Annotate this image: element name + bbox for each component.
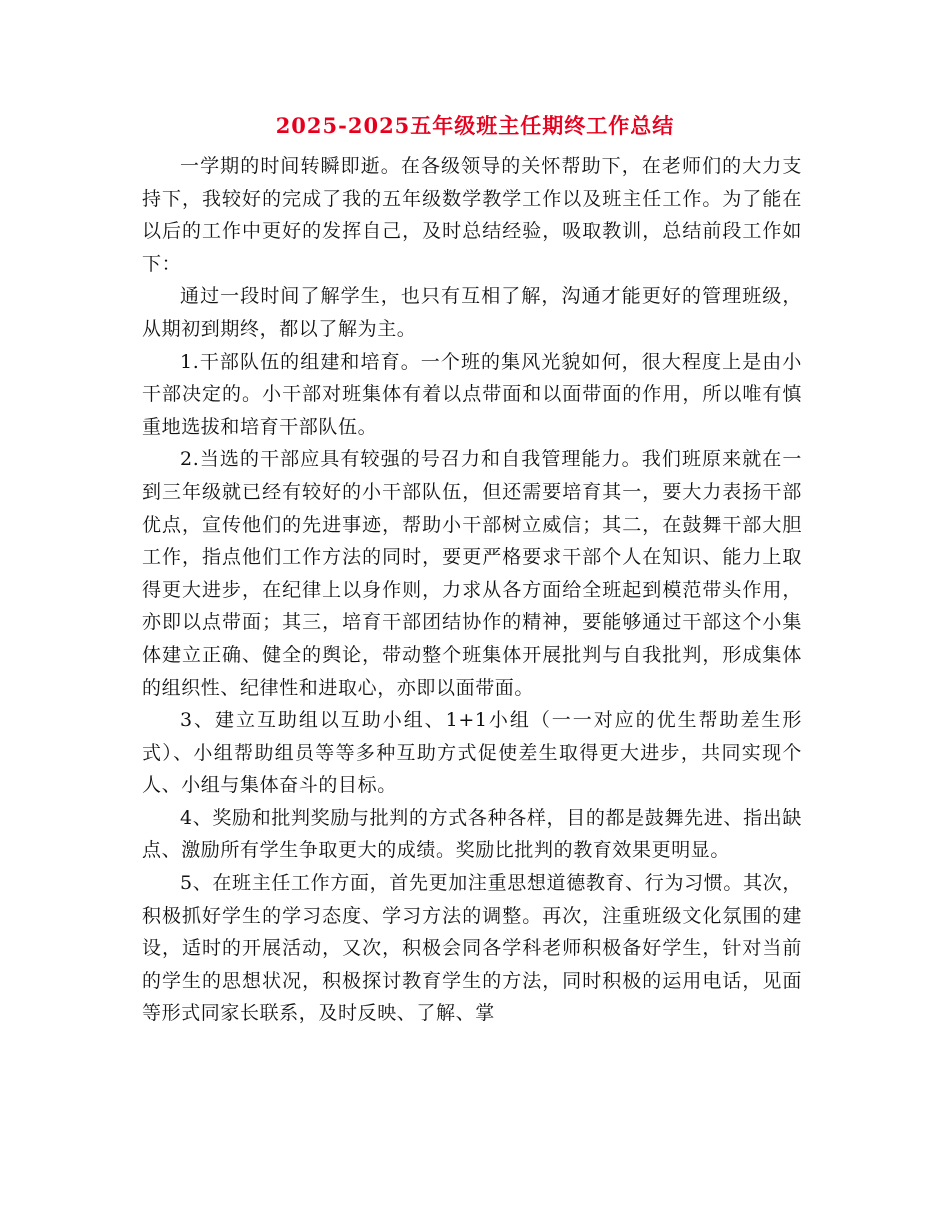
paragraph-item-5: 5、在班主任工作方面，首先更加注重思想道德教育、行为习惯。其次，积极抓好学生的学习态度、学习方法的调整。再次，注重班级文化氛围的建设，适时的开展活动，又次，积极会同各学科老师积极备好学生，针对当前的学生的思想状况，积极探讨教育学生的方法，同时积极的运用电话，见面等形式同家长联系，及时反映、了解、掌 xyxy=(142,872,802,1025)
paragraph-item-2: 2.当选的干部应具有较强的号召力和自我管理能力。我们班原来就在一到三年级就已经有较好的小干部队伍，但还需要培育其一，要大力表扬干部优点，宣传他们的先进事迹，帮助小干部树立威信；其二，在鼓舞干部大胆工作，指点他们工作方法的同时，要更严格要求干部个人在知识、能力上取得更大进步，在纪律上以身作则，力求从各方面给全班起到模范带头作用，亦即以点带面；其三，培育干部团结协作的精神，要能够通过干部这个小集体建立正确、健全的舆论，带动整个班集体开展批判与自我批判，形成集体的组织性、纪律性和进取心，亦即以面带面。 xyxy=(142,448,802,699)
paragraph-item-4: 4、奖励和批判奖励与批判的方式各种各样，目的都是鼓舞先进、指出缺点、激励所有学生争取更大的成绩。奖励比批判的教育效果更明显。 xyxy=(142,806,802,862)
document-body xyxy=(142,150,802,1030)
document-title: 2025-2025五年级班主任期终工作总结 xyxy=(275,113,675,138)
paragraph-intro: 一学期的时间转瞬即逝。在各级领导的关怀帮助下，在老师们的大力支持下，我较好的完成了我的五年级数学教学工作以及班主任工作。为了能在以后的工作中更好的发挥自己，及时总结经验，吸取教训，总结前段工作如下： xyxy=(142,155,802,275)
paragraph-understanding: 通过一段时间了解学生，也只有互相了解，沟通才能更好的管理班级，从期初到期终，都以了解为主。 xyxy=(142,285,802,340)
paragraph-item-3: 3、建立互助组以互助小组、1+1小组（一一对应的优生帮助差生形式）、小组帮助组员等等多种互助方式促使差生取得更大进步，共同实现个人、小组与集体奋斗的目标。 xyxy=(142,709,802,797)
paragraph-item-1: 1.干部队伍的组建和培育。一个班的集风光貌如何，很大程度上是由小干部决定的。小干部对班集体有着以点带面和以面带面的作用，所以唯有慎重地选拔和培育干部队伍。 xyxy=(142,350,802,438)
